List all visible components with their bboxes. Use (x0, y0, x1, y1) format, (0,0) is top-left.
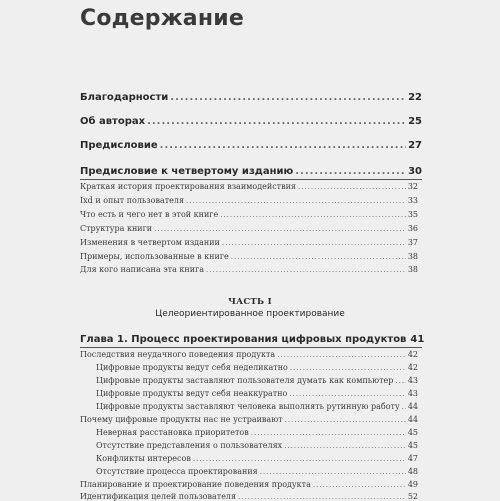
toc-subentry-page: 43 (407, 376, 418, 385)
dot-leader (295, 166, 406, 177)
toc-subentry-label: Отсутствие процесса проектирования (96, 467, 258, 476)
toc-subentry-label: Планирование и проектирование поведения продукта (80, 480, 311, 489)
dot-leader (206, 266, 406, 274)
dot-leader (298, 183, 406, 191)
dot-leader (395, 377, 405, 385)
toc-subentry-label: Неверная расстановка приоритетов (96, 428, 249, 437)
toc-subentry-nested (96, 454, 418, 463)
toc-subentry-label: Примеры, использованные в книге (80, 252, 229, 261)
toc-subentry-nested (96, 467, 418, 476)
dot-leader (220, 211, 406, 219)
dot-leader (251, 429, 406, 437)
part-number: ЧАСТЬ I (228, 297, 272, 307)
toc-entry-chapter-1 (80, 334, 425, 345)
toc-subentry-nested (96, 428, 418, 437)
toc-subentry-page: 42 (407, 363, 418, 372)
page-title: Содержание (80, 6, 244, 31)
toc-subentry-page: 49 (407, 480, 418, 489)
toc-subentry-page: 38 (407, 252, 418, 261)
toc-entry-label: Глава 1. Процесс проектирования цифровых продуктов (80, 334, 407, 345)
dot-leader (260, 468, 406, 476)
toc-subentry-page: 48 (407, 467, 418, 476)
toc-entry-preface-4th (80, 166, 422, 177)
toc-subentry-label: Что есть и чего нет в этой книге (80, 210, 219, 219)
toc-subentry-nested (96, 402, 418, 411)
toc-subentry (80, 415, 418, 424)
toc-subentry (80, 252, 418, 261)
toc-subentry-label: Отсутствие представления о пользователях (96, 441, 283, 450)
section-divider (80, 347, 422, 348)
toc-entry-label: Предисловие (80, 140, 158, 151)
toc-subentry-page: 47 (407, 454, 418, 463)
toc-entry-page: 30 (408, 166, 422, 177)
toc-entry-page: 41 (410, 334, 425, 345)
toc-subentry-label: Почему цифровые продукты нас не устраивают (80, 415, 283, 424)
toc-subentry-label: Краткая история проектирования взаимодействия (80, 182, 296, 191)
dot-leader (277, 351, 406, 359)
toc-subentry-page: 37 (407, 238, 418, 247)
toc-subentry-label: Конфликты интересов (96, 454, 191, 463)
toc-subentry-page: 33 (407, 196, 418, 205)
toc-entry-preface (80, 140, 422, 151)
toc-subentry (80, 350, 418, 359)
toc-subentry-label: Цифровые продукты ведут себя неаккуратно (96, 389, 288, 398)
toc-subentry (80, 480, 418, 489)
toc-subentry (80, 238, 418, 247)
toc-subentry-page: 36 (407, 224, 418, 233)
dot-leader (313, 481, 406, 489)
toc-subentry-nested (96, 389, 418, 398)
toc-subentry-page: 44 (407, 402, 418, 411)
toc-subentry-label: Идентификация целей пользователя (80, 492, 237, 501)
dot-leader (285, 416, 406, 424)
dot-leader (290, 364, 406, 372)
toc-subentry (80, 265, 418, 274)
dot-leader (160, 140, 406, 151)
toc-subentry-page: 38 (407, 265, 418, 274)
toc-subentry (80, 210, 418, 219)
toc-subentry-page: 32 (407, 182, 418, 191)
dot-leader (289, 390, 405, 398)
toc-subentry-page: 35 (407, 210, 418, 219)
toc-entry-about-authors (80, 116, 422, 127)
toc-subentry (80, 182, 418, 191)
toc-entry-label: Благодарности (80, 92, 169, 103)
toc-subentry-page: 45 (407, 428, 418, 437)
toc-subentry-page: 43 (407, 389, 418, 398)
dot-leader (222, 239, 406, 247)
toc-entry-label: Об авторах (80, 116, 146, 127)
toc-subentry-nested (96, 363, 418, 372)
toc-subentry-label: Ixd и опыт пользователя (80, 196, 185, 205)
toc-subentry (80, 196, 418, 205)
dot-leader (193, 455, 406, 463)
toc-subentry-page: 44 (407, 415, 418, 424)
toc-subentry-label: Цифровые продукты заставляют пользователя думать как компьютер (96, 376, 394, 385)
toc-subentry-page: 42 (407, 350, 418, 359)
part-title: Целеориентированное проектирование (155, 309, 345, 319)
dot-leader (147, 116, 406, 127)
toc-entry-page: 27 (408, 140, 422, 151)
toc-subentry-page: 52 (407, 492, 418, 501)
dot-leader (170, 92, 406, 103)
toc-subentry-label: Последствия неудачного поведения продукта (80, 350, 276, 359)
toc-subentry (80, 224, 418, 233)
toc-entry-page: 22 (408, 92, 422, 103)
toc-entry-acknowledgements (80, 92, 422, 103)
toc-subentry-label: Для кого написана эта книга (80, 265, 205, 274)
toc-subentry-page: 45 (407, 441, 418, 450)
toc-entry-page: 25 (408, 116, 422, 127)
dot-leader (402, 403, 406, 411)
toc-entry-label: Предисловие к четвертому изданию (80, 166, 294, 177)
dot-leader (231, 253, 406, 261)
toc-subentry-label: Цифровые продукты ведут себя неделикатно (96, 363, 288, 372)
toc-subentry-nested (96, 441, 418, 450)
toc-subentry-label: Цифровые продукты заставляют человека выполнять рутинную работу (96, 402, 400, 411)
dot-leader (154, 225, 406, 233)
dot-leader (284, 442, 406, 450)
toc-subentry-nested (96, 376, 418, 385)
toc-subentry-label: Изменения в четвертом издании (80, 238, 220, 247)
dot-leader (186, 197, 406, 205)
section-divider (80, 179, 422, 180)
toc-subentry-label: Структура книги (80, 224, 153, 233)
